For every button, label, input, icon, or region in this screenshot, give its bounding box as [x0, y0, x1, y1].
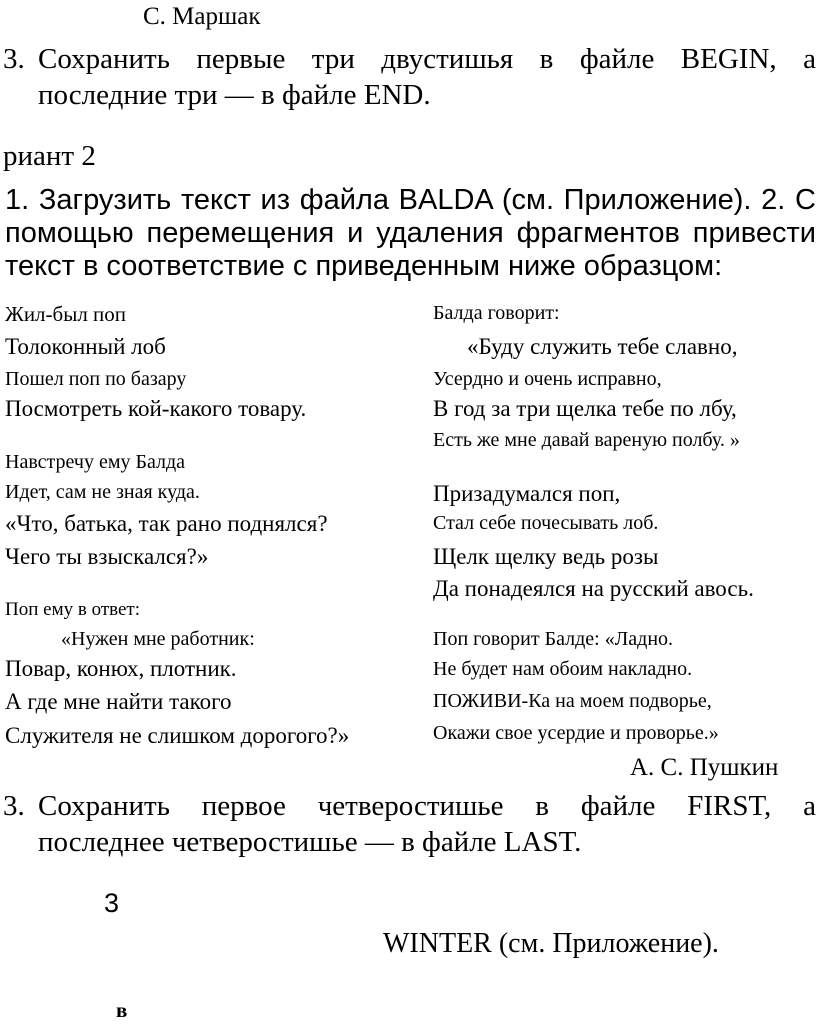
poem-line: Стал себе почесывать лоб. — [433, 512, 659, 534]
poem-line: Поп говорит Балде: «Ладно. — [433, 628, 674, 650]
task-line: Сохранить первые три двустишья в файле BEGIN, а — [38, 43, 816, 75]
fragment-number: 3 — [104, 888, 120, 918]
poem-line: Не будет нам обоим накладно. — [433, 658, 693, 680]
poem-line: Толоконный лоб — [5, 334, 166, 359]
task-line: текст в соответствие с приведенным ниже образцом: — [5, 250, 723, 282]
task-line: последние три — в файле END. — [38, 79, 431, 111]
task-line: помощью перемещения и удаления фрагментов привести — [5, 217, 816, 249]
poem-line: Балда говорит: — [433, 302, 560, 324]
task-line: 1. Загрузить текст из файла BALDA (см. Приложение). 2. С — [5, 184, 816, 216]
task-number: 3. — [3, 43, 25, 75]
poem-line: Усердно и очень исправно, — [433, 368, 662, 390]
poem-line: Поп ему в ответ: — [5, 599, 140, 620]
task-paragraph-load — [5, 184, 816, 283]
poem-line: Пошел поп по базару — [5, 368, 187, 390]
poem-line: Окажи свое усердие и проворье.» — [433, 722, 719, 744]
task-paragraph-first-last — [38, 788, 816, 860]
poem-line: Навстречу ему Балда — [5, 451, 186, 473]
poem-line: «Буду служить тебе славно, — [467, 334, 738, 359]
poem-line: Жил-был поп — [5, 302, 127, 326]
poem-line: «Что, батька, так рано поднялся? — [5, 511, 328, 536]
task-line: последнее четверостишье — в файле LAST. — [38, 826, 582, 858]
poem-author: А. С. Пушкин — [630, 754, 779, 781]
poem-line: Служителя не слишком дорогого?» — [5, 723, 350, 748]
poem-line: А где мне найти такого — [5, 689, 232, 714]
poem-line: Посмотреть кой-какого товару. — [5, 396, 307, 421]
poem-line: «Нужен мне работник: — [61, 628, 255, 650]
variant-heading: риант 2 — [3, 140, 96, 172]
poem-line: Повар, конюх, плотник. — [5, 656, 237, 681]
poem-line: Идет, сам не зная куда. — [5, 481, 200, 503]
poem-line: ПОЖИВИ-Ка на моем подворье, — [433, 690, 712, 712]
fragment-winter: WINTER (см. Приложение). — [383, 928, 719, 959]
poem-line: Щелк щелку ведь розы — [433, 544, 659, 569]
poem-line: Чего ты взыскался?» — [5, 544, 209, 569]
task-number: 3. — [3, 790, 25, 822]
header-author: С. Маршак — [143, 3, 261, 30]
fragment-letter: в — [116, 998, 128, 1022]
poem-line: Есть же мне давай вареную полбу. » — [433, 429, 740, 451]
poem-line: В год за три щелка тебе по лбу, — [433, 396, 737, 421]
poem-line: Призадумался поп, — [433, 481, 621, 506]
task-paragraph-begin-end — [38, 41, 816, 113]
task-line: Сохранить первое четверостишье в файле FIRST, а — [38, 790, 816, 822]
poem-line: Да понадеялся на русский авось. — [433, 576, 754, 601]
